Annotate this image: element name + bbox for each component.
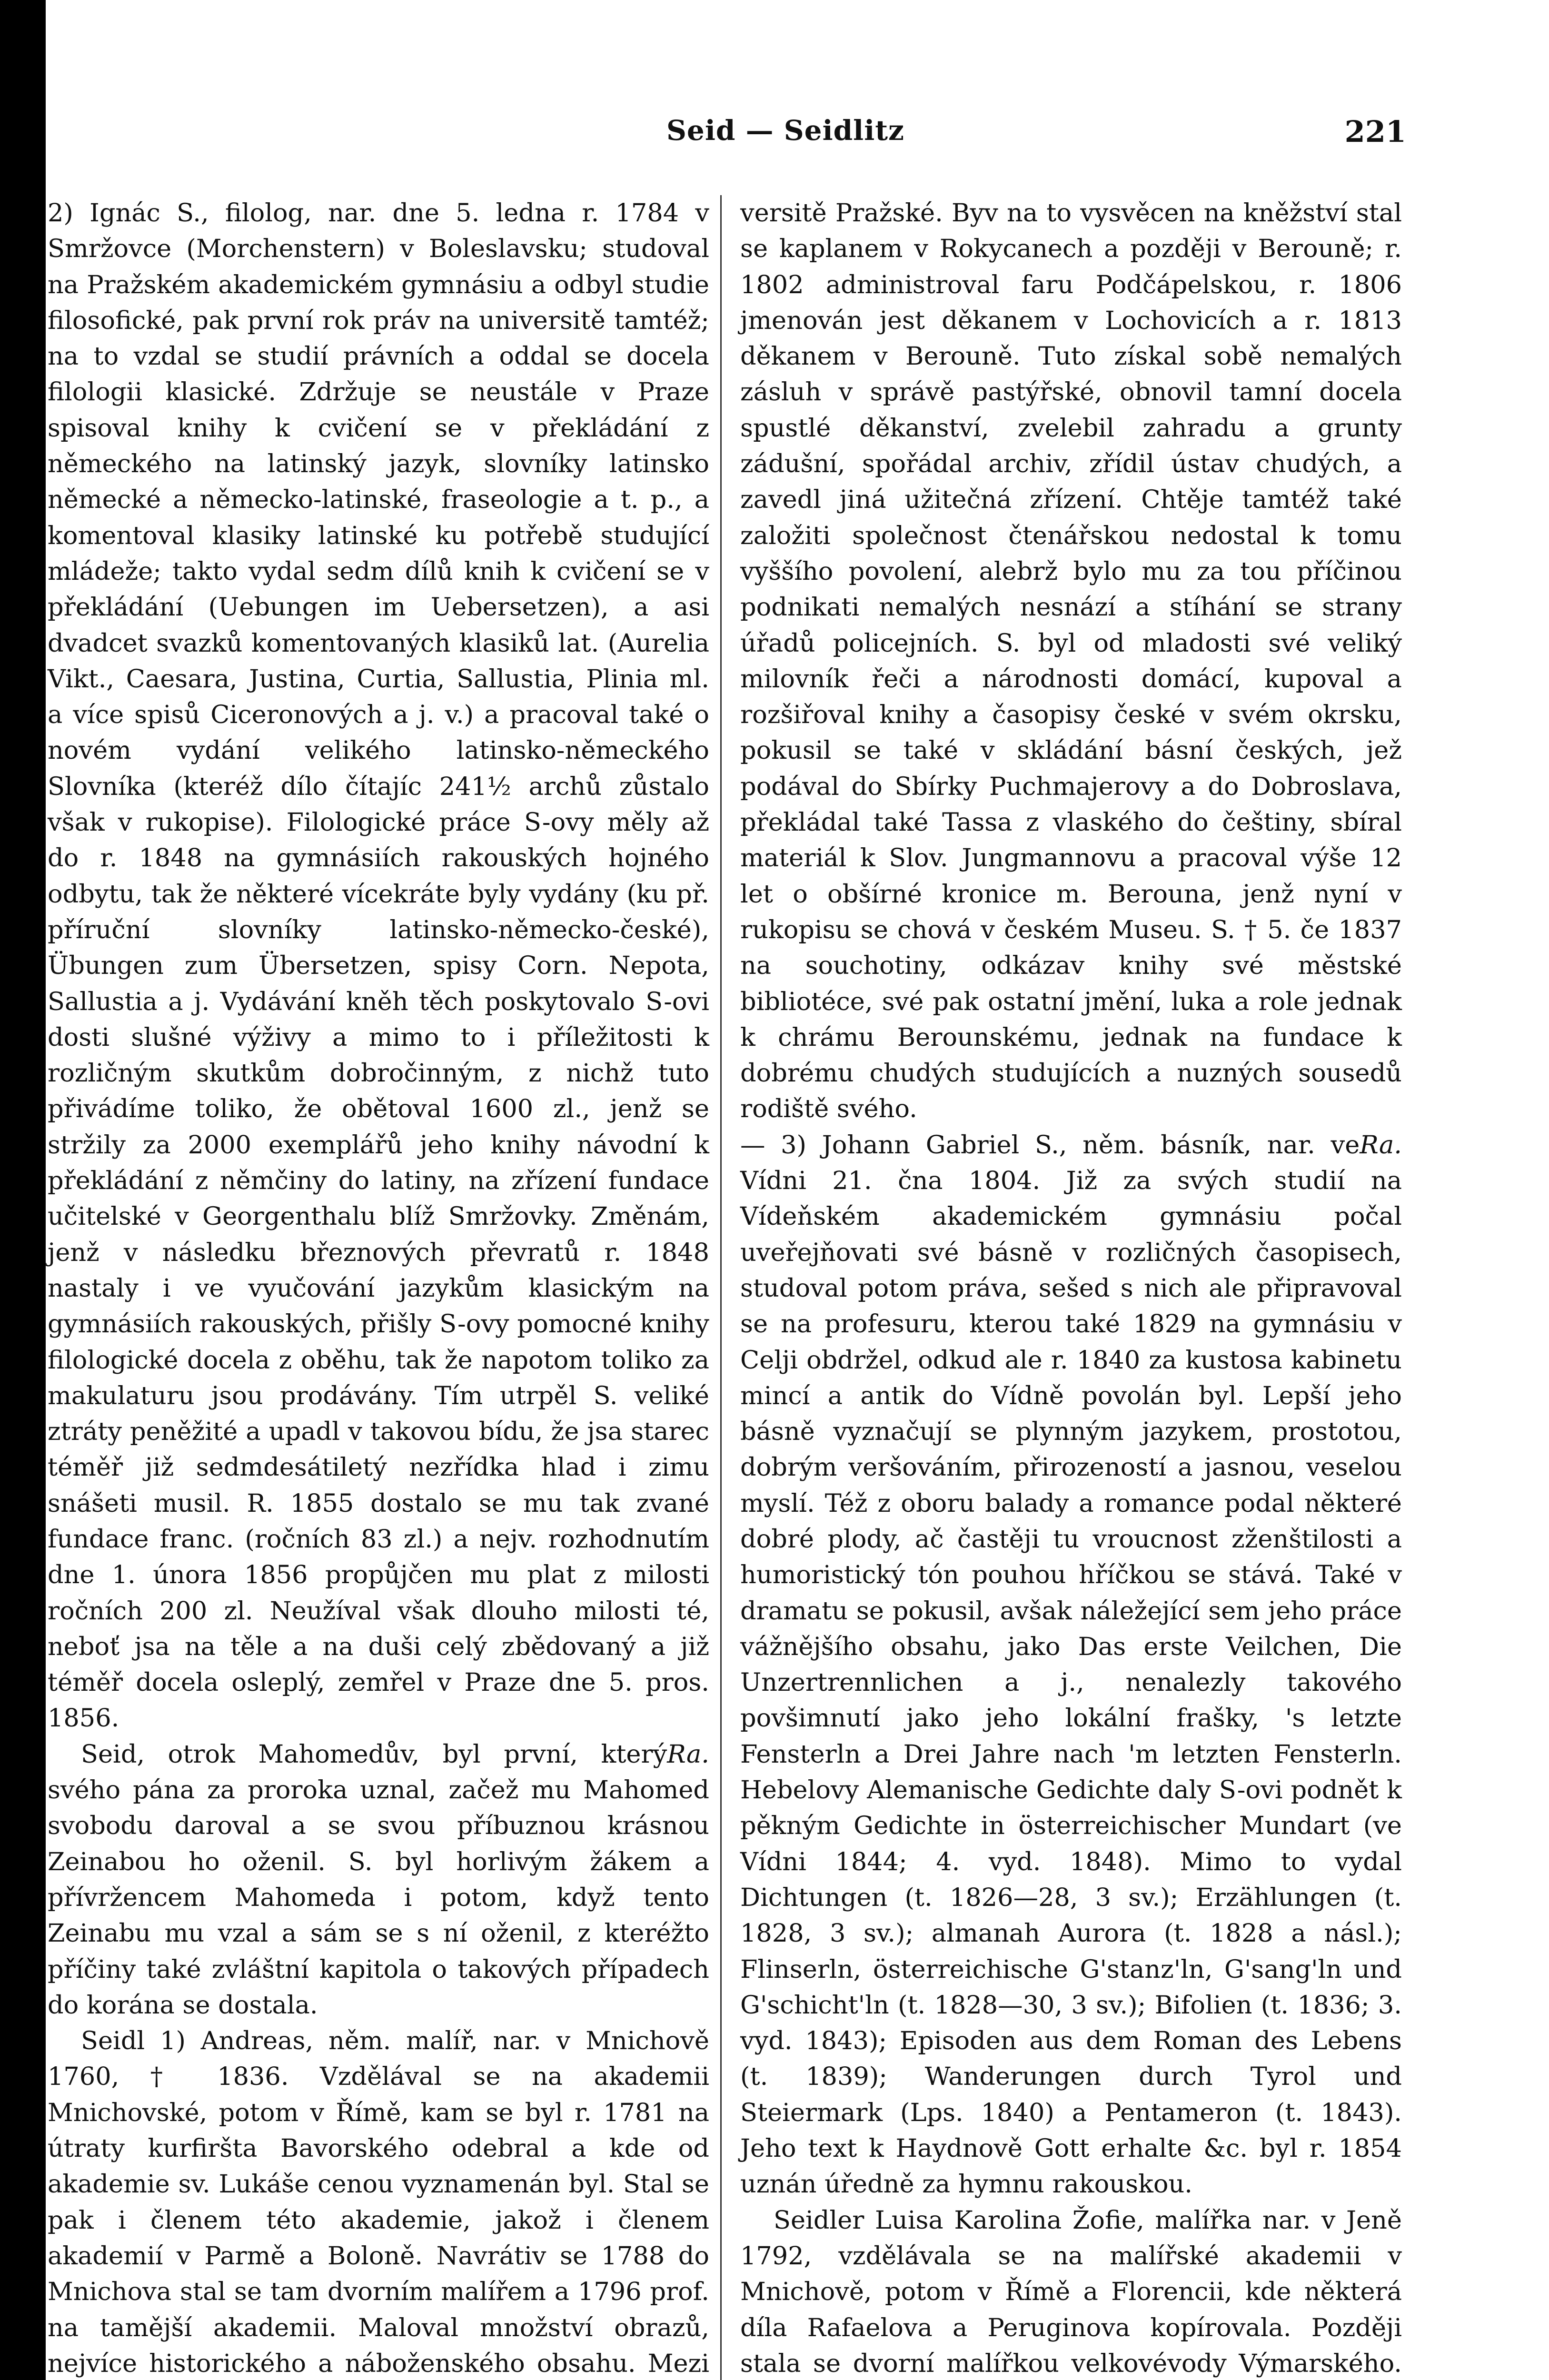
author-signature: Ra. [667, 1739, 709, 1769]
column-divider [720, 195, 722, 2380]
page-header [0, 114, 1549, 190]
left-column [48, 195, 709, 2380]
entry-johann-gabriel-seidl: — 3) Johann Gabriel S., něm. básník, nar. ve Vídni 21. čna 1804. Již za svých studií na Vídeňském akademickém gymnásiu počal uveřejňovati své básně v rozličných časopisech, studoval potom práva, sešed s nich ale připravoval se na profesuru, kterou také 1829 na gymnásiu v Celji obdržel, odkud ale r. 1840 za kustosa kabinetu mincí a antik do Vídně povolán byl. Lepší jeho básně vyznačují se plynným jazykem, prostotou, dobrým veršováním, přirozeností a jasnou, veselou myslí. Též z oboru balady a romance podal některé dobré plody, ač častěji tu vroucnost zženštilosti a humoristický tón pouhou hříčkou se stává. Také v dramatu se pokusil, avšak náležející sem jeho práce vážnějšího obsahu, jako Das erste Veilchen, Die Unzertrennlichen a j., nenalezly takového povšimnutí jako jeho lokální frašky, 's letzte Fensterln a Drei Jahre nach 'm letzten Fensterln. Hebelovy Alemanische Gedichte daly S-ovi podnět k pěkným Gedichte in österreichischer Mundart (ve Vídni 1844; 4. vyd. 1848). Mimo to vydal Dichtungen (t. 1826—28, 3 sv.); Erzählungen (t. 1828, 3 sv.); almanah Aurora (t. 1828 a násl.); Flinserln, österreichische G'stanz'ln, G'sang'ln und G'schicht'ln (t. 1828—30, 3 sv.); Bifolien (t. 1836; 3. vyd. 1843); Episoden aus dem Roman des Lebens (t. 1839); Wanderungen durch Tyrol und Steiermark (Lps. 1840) a Pentameron (t. 1843). Jeho text k Haydnově Gott erhalte &c. byl r. 1854 uznán úředně za hymnu rakouskou. [740, 1130, 1402, 2199]
entry-seidler: Seidler Luisa Karolina Žofie, malířka nar. v Jeně 1792, vzdělávala se na malířské akademii v Mnichově, potom v Římě a Florencii, kde některá díla Rafaelova a Peruginova kopírovala. Později stala se dvorní malířkou velkovévody Výmarského. [740, 2205, 1402, 2378]
entry-seid: Seid, otrok Mahomedův, byl první, který svého pána za proroka uznal, začež mu Mahomed svobodu daroval a se svou příbuznou krásnou Zeinabou ho oženil. S. byl horlivým žákem a přívržencem Mahomeda i potom, když tento Zeinabu mu vzal a sám se s ní oženil, z kteréžto příčiny také zvláštní kapitola o takových případech do korána se dostala. [48, 1739, 709, 2020]
running-title: Seid — Seidlitz [666, 114, 904, 147]
entry-josef-antonin-seidl-cont: versitě Pražské. Byv na to vysvěcen na kněžství stal se kaplanem v Rokycanech a později v Berouně; r. 1802 administroval faru Podčápelskou, r. 1806 jmenován jest děkanem v Lochovicích a r. 1813 děkanem v Berouně. Tuto získal sobě nemalých zásluh v správě pastýřské, obnovil tamní docela spustlé děkanství, zvelebil zahradu a grunty zádušní, spořádal archiv, zřídil ústav chudých, a zavedl jiná užitečná zřízení. Chtěje tamtéž také založiti společnost čtenářskou nedostal k tomu vyššího povolení, alebrž bylo mu za tou příčinou podnikati nemalých nesnází a stíhání se strany úřadů policejních. S. byl od mladosti své veliký milovník řeči a národnosti domácí, kupoval a rozšiřoval knihy a časopisy české v svém okrsku, pokusil se také v skládání básní českých, jež podával do Sbírky Puchmajerovy a do Dobroslava, překládal také Tassa z vlaského do češtiny, sbíral materiál k Slov. Jungmannovu a pracoval výše 12 let o obšírné kronice m. Berouna, jenž nyní v rukopisu se chová v českém Museu. S. † 5. če 1837 na souchotiny, odkázav knihy své městské bibliotéce, své pak ostatní jmění, luka a role jednak k chrámu Berounskému, jednak na fundace k dobrému chudých studujících a nuzných sousedů rodiště svého. [740, 198, 1402, 1124]
right-column [740, 195, 1402, 2380]
author-signature: Ra. [1360, 1130, 1402, 1160]
scanner-border [0, 0, 46, 2380]
entry-ignac-seidl: 2) Ignác S., filolog, nar. dne 5. ledna r. 1784 v Smržovce (Morchenstern) v Boleslavsku; studoval na Pražském akademickém gymnásiu a odbyl studie filosofické, pak první rok práv na universitě tamtéž; na to vzdal se studií právních a oddal se docela filologii klasické. Zdržuje se neustále v Praze spisoval knihy k cvičení se v překládání z německého na latinský jazyk, slovníky latinsko německé a německo-latinské, fraseologie a t. p., a komentoval klasiky latinské ku potřebě studující mládeže; takto vydal sedm dílů knih k cvičení se v překládání (Uebungen im Uebersetzen), a asi dvadcet svazků komentovaných klasiků lat. (Aurelia Vikt., Caesara, Justina, Curtia, Sallustia, Plinia ml. a více spisů Ciceronových a j. v.) a pracoval také o novém vydání velikého latinsko-německého Slovníka (kteréž dílo čítajíc 241½ archů zůstalo však v rukopise). Filologické práce S-ovy měly až do r. 1848 na gymnásiích rakouských hojného odbytu, tak že některé vícekráte byly vydány (ku př. příruční slovníky latinsko-německo-české), Übungen zum Übersetzen, spisy Corn. Nepota, Sallustia a j. Vydávání kněh těch poskytovalo S-ovi dosti slušné výživy a mimo to i příležitosti k rozličným skutkům dobročinným, z nichž tuto přivádíme toliko, že obětoval 1600 zl., jenž se stržily za 2000 exemplářů jeho knihy návodní k překládání z němčiny do latiny, na zřízení fundace učitelské v Georgenthalu blíž Smržovky. Změnám, jenž v následku březnových převratů r. 1848 nastaly i ve vyučování jazykům klasickým na gymnásiích rakouských, přišly S-ovy pomocné knihy filologické docela z oběhu, tak že napotom toliko za makulaturu jsou prodávány. Tím utrpěl S. veliké ztráty peněžité a upadl v takovou bídu, že jsa starec téměř již sedmdesátiletý nezřídka hlad i zimu snášeti musil. R. 1855 dostalo se mu tak zvané fundace franc. (ročních 83 zl.) a nejv. rozhodnutím dne 1. února 1856 propůjčen mu plat z milosti ročních 200 zl. Neužíval však dlouho milosti té, neboť jsa na těle a na duši celý zbědovaný a již téměř docela osleplý, zemřel v Praze dne 5. pros. 1856. [48, 198, 709, 1733]
page-number: 221 [1344, 114, 1406, 149]
entry-andreas-seidl: Seidl 1) Andreas, něm. malíř, nar. v Mnichově 1760, † 1836. Vzdělával se na akademii Mnichovské, potom v Římě, kam se byl r. 1781 na útraty kurfiršta Bavorského odebral a kde od akademie sv. Lukáše cenou vyznamenán byl. Stal se pak i členem této akademie, jakož i členem akademií v Parmě a Boloně. Navrátiv se 1788 do Mnichova stal se tam dvorním malířem a 1796 prof. na tamější akademii. Maloval množství obrazů, nejvíce historického a náboženského obsahu. Mezi [48, 2026, 709, 2378]
